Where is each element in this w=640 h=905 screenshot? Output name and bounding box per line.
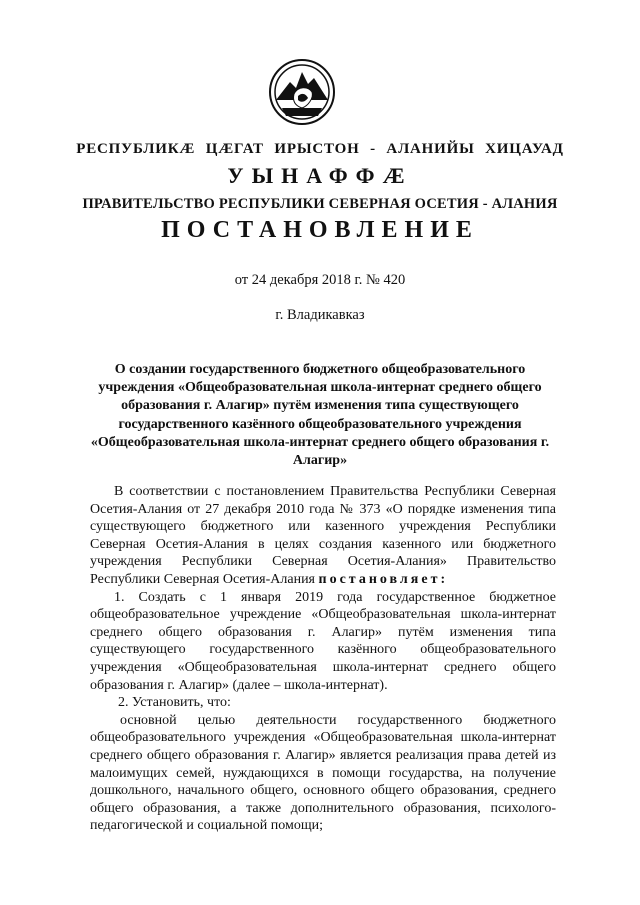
document-city: г. Владикавказ bbox=[275, 307, 365, 323]
header-decree-ossetian: УЫНАФФӔ bbox=[227, 163, 413, 188]
document-type-title: ПОСТАНОВЛЕНИЕ bbox=[161, 217, 479, 243]
intro-text: В соответствии с постановлением Правительства Республики Северная Осетия-Алания от 27 декабря 2010 года № 373 «О порядке изменения типа существующего бюджетного или казенного учреждения Республики Северная Осетия-Алания в целях создания казенного или бюджетного учреждения Республики Северная Осетия-Алания» Правительство Республики Северная Осетия-Алания bbox=[90, 484, 556, 587]
item-2-heading: 2. Установить, что: bbox=[118, 695, 231, 711]
header-republic-ossetian: РЕСПУБЛИКӔ ЦӔГАТ ИРЫСТОН - АЛАНИЙЫ ХИЦАУАД bbox=[76, 141, 564, 157]
item-1-paragraph: 1. Создать с 1 января 2019 года государственное бюджетное общеобразовательное учреждение «Общеобразовательная школа-интернат среднего общего образования г. Алагир» путём изменения типа существующего государственного казённого общеобразовательного учреждения «Общеобразовательная школа-интернат среднего общего образования г. Алагир» (далее – школа-интернат). bbox=[90, 589, 556, 693]
item-2-paragraph: основной целью деятельности государственного бюджетного общеобразовательного учреждения «Общеобразовательная школа-интернат среднего общего образования г. Алагир» является реализация права детей из малоимущих семей, нуждающихся в помощи государства, на получение дошкольного, начального общего, основного общего образования, среднего общего образования, а также дополнительного образования, психолого-педагогической и социальной помощи; bbox=[90, 712, 556, 834]
header-government-name: ПРАВИТЕЛЬСТВО РЕСПУБЛИКИ СЕВЕРНАЯ ОСЕТИЯ - АЛАНИЯ bbox=[82, 196, 558, 212]
intro-paragraph bbox=[90, 483, 556, 589]
document-subject: О создании государственного бюджетного общеобразовательного учреждения «Общеобразовательная школа-интернат среднего общего образования г. Алагир» путём изменения типа существующего государственного казённого общеобразовательного учреждения «Общеобразовательная школа-интернат среднего общего образования г. Алагир» bbox=[90, 362, 550, 469]
document-date-number: от 24 декабря 2018 г. № 420 bbox=[234, 272, 406, 288]
coat-of-arms-emblem bbox=[268, 58, 336, 128]
decree-word: постановляет: bbox=[318, 571, 449, 587]
document-body bbox=[90, 483, 556, 835]
